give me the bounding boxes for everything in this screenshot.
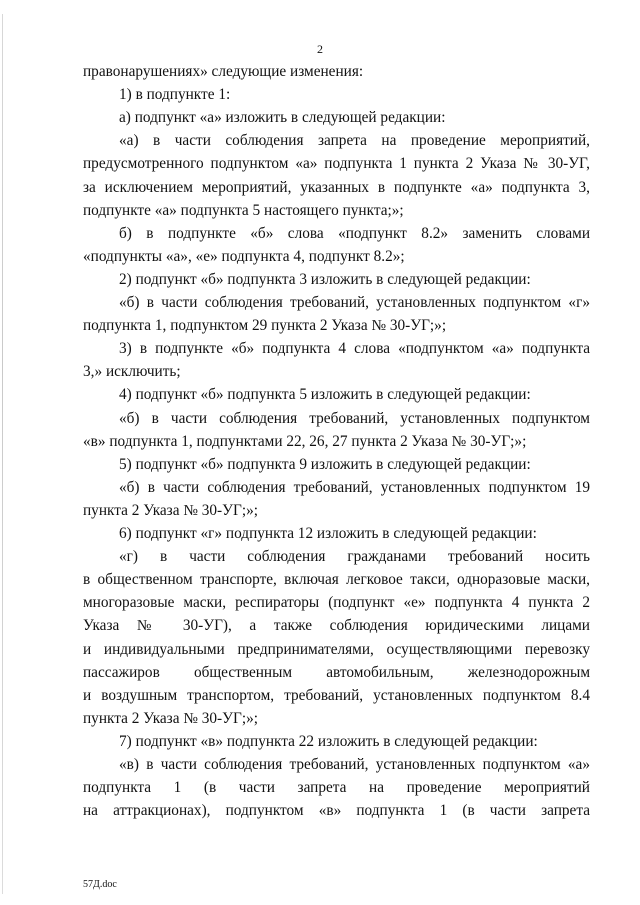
text-line: 6) подпункт «г» подпункта 12 изложить в следующей редакции: xyxy=(119,525,537,542)
text-line: пассажиров общественным автомобильным, железнодорожным xyxy=(83,663,590,681)
text-line: за исключением мероприятий, указанных в подпункте «а» подпункта 3, xyxy=(83,178,590,196)
text-line: подпункта 1, подпунктом 29 пункта 2 Указа № 30-УГ;»; xyxy=(83,317,447,335)
text-line: пункта 2 Указа № 30-УГ;»; xyxy=(83,709,258,727)
text-line: и индивидуальными предпринимателями, осуществляющими перевозку xyxy=(83,640,590,658)
scan-edge-mark xyxy=(2,14,3,894)
text-line: подпункта 1 (в части запрета на проведение мероприятий xyxy=(83,779,590,797)
text-line: 5) подпункт «б» подпункта 9 изложить в следующей редакции: xyxy=(119,455,531,473)
text-line: Указа № 30-УГ), а также соблюдения юридическими лицами xyxy=(83,617,590,635)
text-line: «г) в части соблюдения гражданами требований носить xyxy=(119,548,590,566)
text-line: 3) в подпункте «б» подпункта 4 слова «подпунктом «а» подпункта xyxy=(119,340,590,358)
text-line: на аттракционах), подпунктом «в» подпункта 1 (в части запрета xyxy=(83,802,590,820)
page-number: 2 xyxy=(317,42,323,56)
text-line: в общественном транспорте, включая легковое такси, одноразовые маски, xyxy=(83,571,590,589)
text-line: «в» подпункта 1, подпунктами 22, 26, 27 пункта 2 Указа № 30-УГ;»; xyxy=(83,432,527,450)
text-line: 7) подпункт «в» подпункта 22 изложить в следующей редакции: xyxy=(119,732,538,750)
text-line: «в) в части соблюдения требований, установленных подпунктом «а» xyxy=(119,756,590,773)
text-line: предусмотренного подпунктом «а» подпункта 1 пункта 2 Указа № 30-УГ, xyxy=(83,155,590,173)
file-name-footer: 57Д.doc xyxy=(83,879,117,890)
text-line: а) подпункт «а» изложить в следующей редакции: xyxy=(119,109,446,127)
text-line: «подпункты «а», «е» подпункта 4, подпункт 8.2»; xyxy=(83,247,405,265)
text-line: 3,» исключить; xyxy=(83,363,181,381)
text-line: 4) подпункт «б» подпункта 5 изложить в следующей редакции: xyxy=(119,386,531,404)
text-line: и воздушным транспортом, требований, установленных подпунктом 8.4 xyxy=(83,686,590,704)
text-line: 2) подпункт «б» подпункта 3 изложить в следующей редакции: xyxy=(119,270,531,288)
text-line: «б) в части соблюдения требований, установленных подпунктом xyxy=(119,409,590,427)
text-line: многоразовые маски, респираторы (подпункт «е» подпункта 4 пункта 2 xyxy=(83,594,590,612)
text-line: правонарушениях» следующие изменения: xyxy=(83,63,364,80)
text-line: 1) в подпункте 1: xyxy=(119,86,231,104)
text-line: пункта 2 Указа № 30-УГ;»; xyxy=(83,501,258,519)
text-line: «б) в части соблюдения требований, установленных подпунктом 19 xyxy=(119,478,590,496)
text-line: подпункте «а» подпункта 5 настоящего пункта;»; xyxy=(83,201,404,219)
text-line: б) в подпункте «б» слова «подпункт 8.2» заменить словами xyxy=(119,224,590,242)
text-line: «а) в части соблюдения запрета на проведение мероприятий, xyxy=(119,132,590,150)
text-line: «б) в части соблюдения требований, установленных подпунктом «г» xyxy=(119,294,590,311)
